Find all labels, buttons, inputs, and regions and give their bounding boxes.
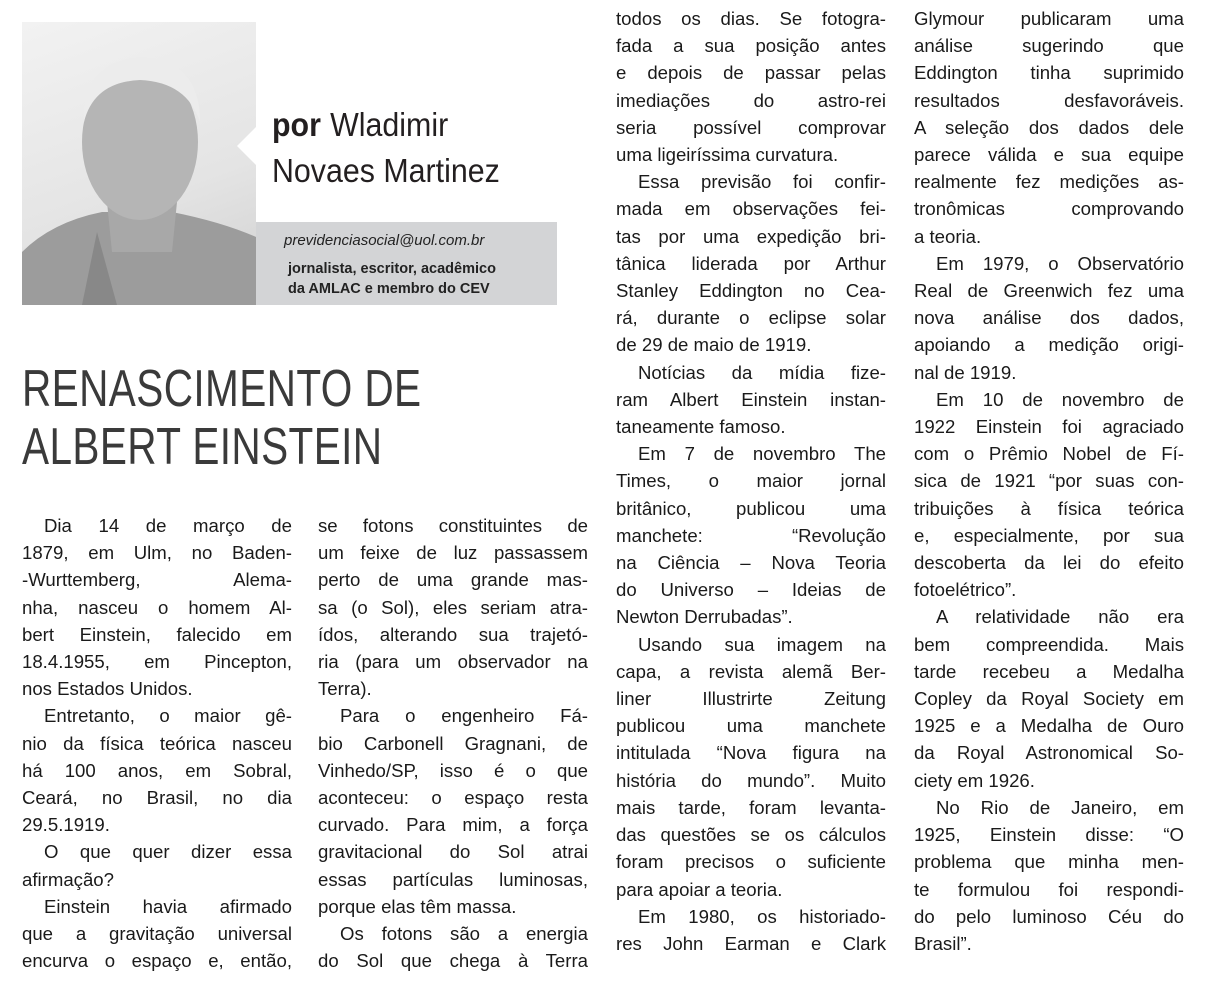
text-line: porque elas têm massa. <box>318 895 517 917</box>
article-paragraph <box>22 893 292 975</box>
article-paragraph <box>914 5 1184 250</box>
text-line: sa (o Sol), eles seriam atra- <box>318 596 588 618</box>
text-line: Times, o maior jornal <box>616 470 886 492</box>
text-line: 1879, em Ulm, no Baden- <box>22 542 292 564</box>
text-line: análise sugerindo que <box>914 35 1184 57</box>
text-line: Dia 14 de março de <box>44 515 292 536</box>
text-line: Copley da Royal Society em <box>914 688 1184 710</box>
text-line: nha, nasceu o homem Al- <box>22 596 292 618</box>
text-line: das questões se os cálculos <box>616 824 886 846</box>
text-line: 1925 e a Medalha de Ouro <box>914 715 1184 737</box>
text-line: publicou uma manchete <box>616 715 886 737</box>
text-line: res John Earman e Clark <box>616 932 886 954</box>
article-column-3 <box>616 5 886 957</box>
article-paragraph <box>616 5 886 168</box>
article-paragraph <box>616 631 886 903</box>
text-line: ria (para um observador na <box>318 651 588 673</box>
text-line: Em 10 de novembro de <box>936 388 1184 410</box>
article-paragraph <box>616 359 886 441</box>
author-photo <box>22 22 256 305</box>
text-line: com o Prêmio Nobel de Fí- <box>914 443 1184 465</box>
text-line: apoiando a medição origi- <box>914 334 1184 356</box>
text-line: foram precisos o suficiente <box>616 851 886 873</box>
text-line: perto de uma grande mas- <box>318 569 588 591</box>
text-line: aconteceu: o espaço resta <box>318 787 588 809</box>
text-line: tronômicas comprovando <box>914 198 1184 220</box>
text-line: a teoria. <box>914 225 982 247</box>
text-line: gravitacional do Sol atrai <box>318 841 588 863</box>
text-line: ídos, alterando sua trajetó- <box>318 623 588 645</box>
text-line: parece válida e sua equipe <box>914 144 1184 166</box>
article-paragraph <box>914 250 1184 386</box>
text-line: sica de 1921 “por suas con- <box>914 470 1184 492</box>
text-line: manchete: “Revolução <box>616 524 886 546</box>
text-line: Em 1979, o Observatório <box>936 252 1184 274</box>
text-line: bert Einstein, falecido em <box>22 623 292 645</box>
text-line: se fotons constituintes de <box>318 515 588 536</box>
text-line: realmente fez medições as- <box>914 171 1184 193</box>
text-line: há 100 anos, em Sobral, <box>22 759 292 781</box>
text-line: Glymour publicaram uma <box>914 8 1184 29</box>
article-paragraph <box>914 603 1184 793</box>
text-line: bio Carbonell Gragnani, de <box>318 732 588 754</box>
text-line: Usando sua imagem na <box>638 633 886 655</box>
text-line: ciety em 1926. <box>914 769 1035 791</box>
article-column-4 <box>914 5 1184 957</box>
text-line: 18.4.1955, em Pincepton, <box>22 651 292 673</box>
article-paragraph <box>914 794 1184 957</box>
text-line: ram Albert Einstein instan- <box>616 388 886 410</box>
author-email[interactable]: previdenciasocial@uol.com.br <box>284 232 485 249</box>
text-line: Notícias da mídia fize- <box>638 361 886 383</box>
text-line: tânica liderada por Arthur <box>616 252 886 274</box>
text-line: que a gravitação universal <box>22 923 292 945</box>
article-paragraph <box>22 702 292 838</box>
text-line: do pelo luminoso Céu do <box>914 905 1184 927</box>
text-line: fotoelétrico”. <box>914 579 1017 601</box>
text-line: 1925, Einstein disse: “O <box>914 824 1184 846</box>
text-line: A relatividade não era <box>936 606 1184 628</box>
article-column-2 <box>318 512 588 974</box>
text-line: e, especialmente, por sua <box>914 524 1184 546</box>
text-line: mada em observações fei- <box>616 198 886 220</box>
text-line: essas partículas luminosas, <box>318 868 588 890</box>
author-bio <box>288 259 496 299</box>
text-line: um feixe de luz passassem <box>318 542 588 564</box>
text-line: capa, a revista alemã Ber- <box>616 660 886 682</box>
bio-line: jornalista, escritor, acadêmico <box>288 261 496 277</box>
text-line: Eddington tinha suprimido <box>914 62 1184 84</box>
text-line: na Ciência – Nova Teoria <box>616 552 886 574</box>
author-portrait-icon <box>22 22 256 305</box>
text-line: No Rio de Janeiro, em <box>936 796 1184 818</box>
photo-notch <box>237 127 256 165</box>
text-line: Newton Derrubadas”. <box>616 606 793 628</box>
article-paragraph <box>318 702 588 920</box>
text-line: para apoiar a teoria. <box>616 878 783 900</box>
text-line: todos os dias. Se fotogra- <box>616 8 886 29</box>
text-line: problema que minha men- <box>914 851 1184 873</box>
text-line: intitulada “Nova figura na <box>616 742 886 764</box>
text-line: nio da física teórica nasceu <box>22 732 292 754</box>
text-line: Ceará, no Brasil, no dia <box>22 787 292 809</box>
text-line: afirmação? <box>22 868 114 890</box>
text-line: curvado. Para mim, a força <box>318 814 588 836</box>
text-line: nova análise dos dados, <box>914 307 1184 329</box>
byline-prefix: por <box>272 106 321 143</box>
headline-line: RENASCIMENTO DE <box>22 360 422 418</box>
text-line: tas por uma expedição bri- <box>616 225 886 247</box>
text-line: Entretanto, o maior gê- <box>44 705 292 727</box>
text-line: A seleção dos dados dele <box>914 116 1184 138</box>
text-line: resultados desfavoráveis. <box>914 89 1184 111</box>
text-line: história do mundo”. Muito <box>616 769 886 791</box>
article-paragraph <box>914 386 1184 604</box>
text-line: bem compreendida. Mais <box>914 633 1184 655</box>
author-first-name: Wladimir <box>330 106 449 143</box>
article-paragraph <box>616 168 886 358</box>
text-line: taneamente famoso. <box>616 416 786 438</box>
text-line: nos Estados Unidos. <box>22 678 193 700</box>
article-paragraph <box>22 838 292 892</box>
text-line: Terra). <box>318 678 372 700</box>
text-line: Essa previsão foi confir- <box>638 171 886 193</box>
text-line: do Universo – Ideias de <box>616 579 886 601</box>
article-paragraph <box>616 440 886 630</box>
text-line: britânico, publicou uma <box>616 497 886 519</box>
text-line: Em 1980, os historiado- <box>638 905 886 927</box>
article-paragraph <box>318 512 588 702</box>
text-line: tarde recebeu a Medalha <box>914 660 1184 682</box>
text-line: uma ligeiríssima curvatura. <box>616 144 839 166</box>
text-line: da Royal Astronomical So- <box>914 742 1184 764</box>
text-line: O que quer dizer essa <box>44 841 292 863</box>
text-line: 1922 Einstein foi agraciado <box>914 416 1184 438</box>
text-line: rá, durante o eclipse solar <box>616 307 886 329</box>
text-line: nal de 1919. <box>914 361 1017 383</box>
article-paragraph <box>22 512 292 702</box>
bio-line: da AMLAC e membro do CEV <box>288 281 490 297</box>
text-line: Em 7 de novembro The <box>638 443 886 465</box>
article-column-1 <box>22 512 292 974</box>
text-line: seria possível comprovar <box>616 116 886 138</box>
text-line: mais tarde, foram levanta- <box>616 796 886 818</box>
text-line: Real de Greenwich fez uma <box>914 280 1184 302</box>
text-line: fada a sua posição antes <box>616 35 886 57</box>
text-line: tribuições à física teórica <box>914 497 1184 519</box>
text-line: e depois de passar pelas <box>616 62 886 84</box>
author-byline <box>272 102 500 194</box>
author-info-box <box>256 222 557 305</box>
text-line: te formulou foi respondi- <box>914 878 1184 900</box>
text-line: descoberta da lei do efeito <box>914 552 1184 574</box>
article-headline <box>22 360 421 476</box>
text-line: de 29 de maio de 1919. <box>616 334 812 356</box>
text-line: Vinhedo/SP, isso é o que <box>318 759 588 781</box>
text-line: Para o engenheiro Fá- <box>340 705 588 727</box>
text-line: Os fotons são a energia <box>340 923 588 945</box>
author-last-name: Novaes Martinez <box>272 152 500 189</box>
text-line: encurva o espaço e, então, <box>22 950 292 972</box>
article-paragraph <box>616 903 886 957</box>
headline-line: ALBERT EINSTEIN <box>22 418 383 476</box>
text-line: -Wurttemberg, Alema- <box>22 569 292 591</box>
text-line: Brasil”. <box>914 932 972 954</box>
text-line: liner Illustrirte Zeitung <box>616 688 886 710</box>
text-line: imediações do astro-rei <box>616 89 886 111</box>
text-line: do Sol que chega à Terra <box>318 950 588 972</box>
article-paragraph <box>318 920 588 974</box>
text-line: 29.5.1919. <box>22 814 110 836</box>
text-line: Stanley Eddington no Cea- <box>616 280 886 302</box>
text-line: Einstein havia afirmado <box>44 895 292 917</box>
